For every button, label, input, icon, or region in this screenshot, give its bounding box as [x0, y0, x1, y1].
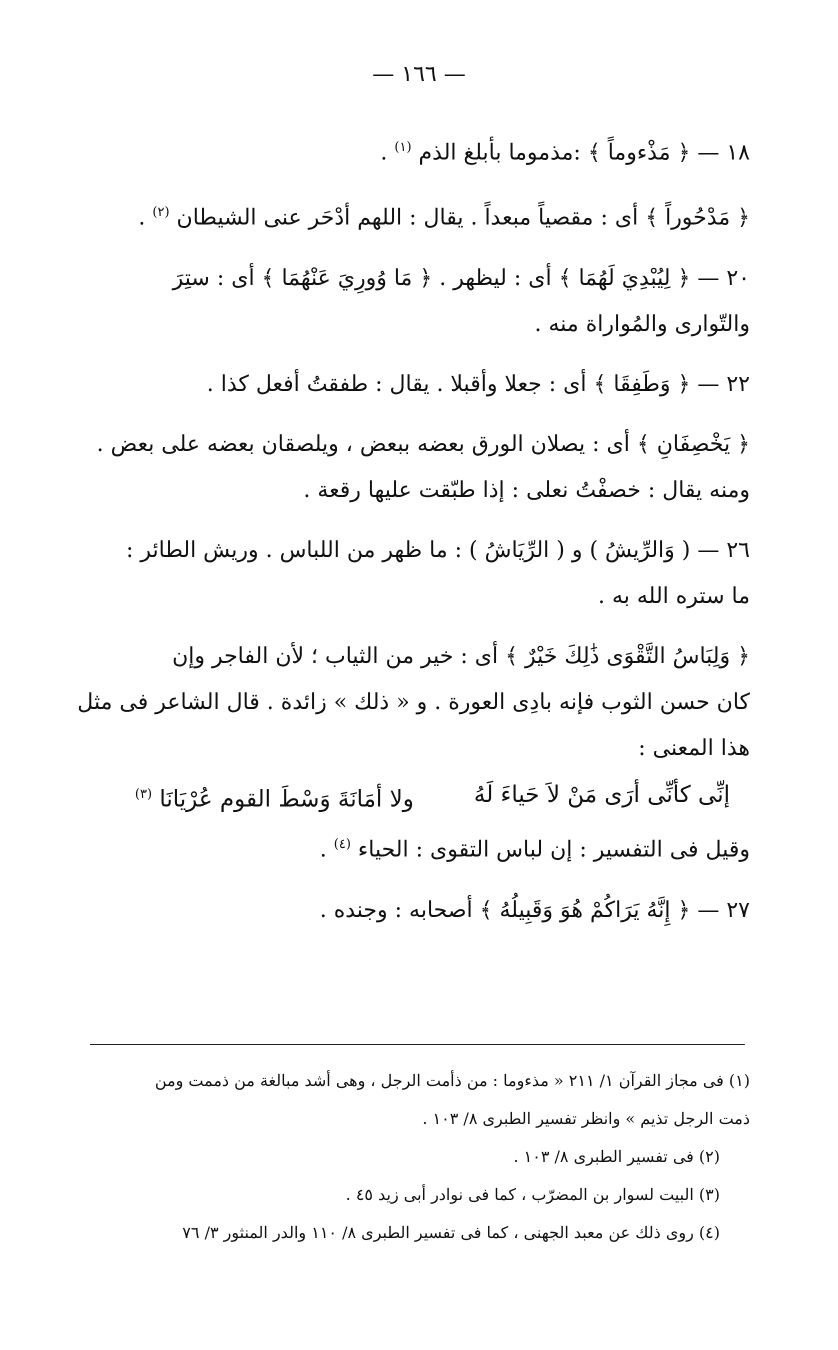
entry-20-continued: والتّوارى والمُواراة منه .	[534, 311, 750, 337]
entry-libas-taqwa: ﴿ وَلِبَاسُ التَّقْوَى ذَٰلِكَ خَيْرٌ ﴾ أى : خير من الثياب ؛ لأن الفاجر وإن	[172, 643, 750, 669]
entry-22: ٢٢ — ﴿ وَطَفِقَا ﴾ أى : جعلا وأقبلا . يقال : طفقتُ أفعل كذا .	[206, 371, 750, 397]
poem-hemistich-left: ولا أمَانَةَ وَسْطَ القوم عُرْيَانَا	[159, 786, 414, 813]
body-text	[60, 125, 750, 934]
footnote-ref-3: (٣)	[134, 786, 153, 802]
entry-18-text: ١٨ — ﴿ مَذْءوماً ﴾ :مذموما بأبلغ الذم	[418, 140, 750, 166]
footnote-1-continued: ذمت الرجل تذيم » وانظر تفسير الطبرى ٨/ ١٠٣ .	[422, 1109, 750, 1128]
entry-tafsir	[60, 822, 750, 873]
footnote-4: (٤) روى ذلك عن معبد الجهنى ، كما فى تفسير الطبرى ٨/ ١١٠ والدر المنثور ٣/ ٧٦	[182, 1223, 720, 1242]
entry-tafsir-text: وقيل فى التفسير : إن لباس التقوى : الحياء	[357, 837, 750, 863]
poem-hemistich-left-wrap	[135, 772, 414, 823]
footnote-ref-2: (٢)	[152, 205, 170, 221]
footnote-divider	[90, 1044, 745, 1045]
footnote-1: (١) فى مجاز القرآن ١/ ٢١١ « مذءوما : من ذأمت الرجل ، وهى أشد مبالغة من ذممت ومن	[154, 1071, 750, 1090]
entry-yakhsifan-continued: ومنه يقال : خصفْتُ نعلى : إذا طبّقت عليها رقعة .	[303, 477, 750, 503]
entry-26: ٢٦ — ( وَالرِّيشُ ) و ( الرِّيَاشُ ) : ما ظهر من اللباس . وريش الطائر :	[125, 537, 750, 563]
entry-libas-taqwa-line2: كان حسن الثوب فإنه بادِى العورة . و « ذلك » زائدة . قال الشاعر فى مثل	[77, 689, 750, 715]
entry-27: ٢٧ — ﴿ إِنَّهُ يَرَاكُمْ هُوَ وَقَبِيلُهُ ﴾ أصحابه : وجنده .	[319, 897, 750, 923]
footnote-ref-1: (١)	[394, 140, 412, 155]
entry-26-continued: ما ستره الله به .	[597, 583, 750, 609]
footnote-3: (٣) البيت لسوار بن المضرّب ، كما فى نوادر أبى زيد ٤٥ .	[345, 1185, 720, 1204]
entry-libas-taqwa-line3: هذا المعنى :	[638, 735, 750, 761]
entry-18	[60, 125, 750, 176]
entry-madhuran-end: .	[138, 205, 146, 231]
footnotes	[60, 1062, 750, 1252]
entry-madhuran-text: ﴿ مَدْحُوراً ﴾ أى : مقصياً مبعداً . يقال : اللهم أدْحَر عنى الشيطان	[176, 205, 750, 231]
poem-hemistich-right: إنِّى كأنِّى أرَى مَنْ لاَ حَياءَ لَهُ	[473, 781, 730, 808]
footnote-2: (٢) فى تفسير الطبرى ٨/ ١٠٣ .	[513, 1147, 720, 1166]
footnote-ref-4: (٤)	[333, 837, 351, 853]
entry-yakhsifan: ﴿ يَخْصِفَانِ ﴾ أى : يصلان الورق بعضه ببعض ، ويلصقان بعضه على بعض .	[96, 431, 750, 457]
poem-verse	[60, 772, 750, 823]
entry-madhuran	[60, 190, 750, 241]
entry-20: ٢٠ — ﴿ لِيُبْدِيَ لَهُمَا ﴾ أى : ليظهر . ﴿ مَا وُورِيَ عَنْهُمَا ﴾ أى : ستِرَ	[172, 265, 750, 291]
entry-tafsir-end: .	[319, 837, 327, 863]
entry-18-end: .	[380, 140, 388, 166]
page-number: — ١٦٦ —	[372, 62, 466, 87]
